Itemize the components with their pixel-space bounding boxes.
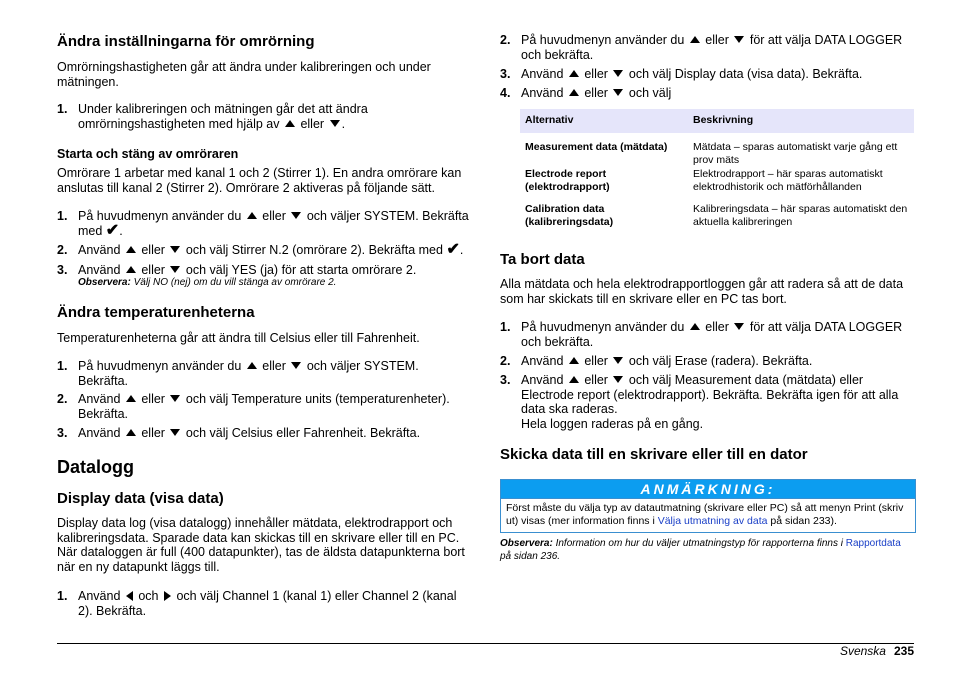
arrow-down-icon — [330, 120, 340, 127]
temp-step-1: 1. På huvudmenyn använder du eller och väljer SYSTEM. Bekräfta. — [57, 359, 419, 388]
arrow-up-icon — [285, 120, 295, 127]
para-display-data: Display data log (visa datalogg) innehåller mätdata, elektrodrapport och kalibreringsdata. Sparade data kan skickas till en skrivare eller till en PC. När dataloggen är full (400 datapunkter), tas de äldsta datapunkterna bort när en ny datapunkt läggs till. — [57, 516, 465, 574]
arrow-up-icon — [126, 266, 136, 273]
arrow-left-icon — [126, 591, 133, 601]
options-table — [520, 109, 914, 228]
arrow-right-icon — [164, 591, 171, 601]
delete-step-2: 2. Använd eller och välj Erase (radera). Bekräfta. — [500, 354, 813, 368]
arrow-down-icon — [734, 36, 744, 43]
display-step-2: 2. På huvudmenyn använder du eller för att välja DATA LOGGER och bekräfta. — [500, 33, 903, 62]
table-header-row — [520, 109, 914, 133]
para-delete-data: Alla mätdata och hela elektrodrapportloggen går att radera så att de data som har skickats till en skrivare eller en PC tas bort. — [500, 277, 904, 306]
heading-stirring: Ändra inställningarna för omrörning — [57, 33, 315, 50]
page-number: 235 — [893, 644, 914, 658]
step-number: 1. — [57, 102, 68, 116]
link-report-data[interactable]: Rapportdata — [845, 538, 901, 549]
note-body: Först måste du välja typ av datautmatning (skrivare eller PC) så att menyn Print (skriv ut) visas (mer information finns i Välja utmatning av data på sidan 233). — [501, 498, 915, 532]
display-step-1: 1. Använd och och välj Channel 1 (kanal 1) eller Channel 2 (kanal 2). Bekräfta. — [57, 589, 457, 618]
footer-language: Svenska — [839, 644, 886, 658]
heading-start-stop: Starta och stäng av omröraren — [57, 147, 239, 161]
observation-note: Observera: Välj NO (nej) om du vill stänga av omrörare 2. — [78, 277, 337, 288]
note-box — [500, 479, 916, 533]
table-cell: Elektrodrapport – här sparas automatiskt elektrodhistorik och mätförhållanden — [693, 167, 883, 193]
delete-step-1: 1. På huvudmenyn använder du eller för att välja DATA LOGGER och bekräfta. — [500, 320, 903, 349]
arrow-up-icon — [126, 429, 136, 436]
table-header-cell: Beskrivning — [688, 109, 914, 133]
table-row — [520, 203, 914, 229]
para-start-stop: Omrörare 1 arbetar med kanal 1 och 2 (Stirrer 1). En andra omrörare kan anslutas till kanal 2 (Stirrer 2). Omrörare 2 aktiveras på följande sätt. — [57, 166, 462, 195]
checkmark-icon: ✔ — [446, 241, 460, 258]
arrow-down-icon — [734, 323, 744, 330]
temp-step-3: 3. Använd eller och välj Celsius eller Fahrenheit. Bekräfta. — [57, 426, 421, 440]
arrow-up-icon — [569, 376, 579, 383]
page-footer — [840, 644, 914, 658]
link-output-selection[interactable]: Välja utmatning av data — [657, 515, 768, 527]
display-step-3: 3. Använd eller och välj Display data (visa data). Bekräfta. — [500, 67, 863, 81]
arrow-up-icon — [126, 395, 136, 402]
arrow-down-icon — [613, 357, 623, 364]
delete-step-3: 3. Använd eller och välj Measurement data (mätdata) eller Electrode report (elektrodrapport). Bekräfta. Bekräfta igen för att alla data ska raderas. Hela loggen raderas på en gång. — [500, 373, 899, 431]
arrow-up-icon — [690, 323, 700, 330]
ss-step-2: 2. Använd eller och välj Stirrer N.2 (omrörare 2). Bekräfta med ✔. — [57, 241, 464, 258]
table-cell: Electrode report (elektrodrapport) — [525, 167, 610, 193]
table-cell: Measurement data (mätdata) — [525, 140, 668, 153]
arrow-down-icon — [291, 212, 301, 219]
table-row — [520, 168, 914, 203]
arrow-down-icon — [613, 376, 623, 383]
table-header-cell: Alternativ — [520, 109, 688, 133]
table-cell: Kalibreringsdata – här sparas automatiskt den aktuella kalibreringen — [693, 202, 908, 228]
heading-delete-data: Ta bort data — [500, 251, 585, 268]
arrow-down-icon — [170, 429, 180, 436]
temp-step-2: 2. Använd eller och välj Temperature units (temperaturenheter). Bekräfta. — [57, 392, 450, 421]
table-cell: Mätdata – sparas automatiskt varje gång ett prov mäts — [693, 140, 898, 166]
heading-temperature: Ändra temperaturenheterna — [57, 304, 255, 321]
arrow-down-icon — [613, 89, 623, 96]
arrow-up-icon — [690, 36, 700, 43]
display-step-4: 4. Använd eller och välj — [500, 86, 672, 100]
note-title: ANMÄRKNING: — [501, 480, 915, 498]
heading-datalog: Datalogg — [57, 457, 135, 477]
table-row — [520, 133, 914, 168]
stir-step-1: 1. Under kalibreringen och mätningen går det att ändra omrörningshastigheten med hjälp av eller . — [57, 102, 368, 131]
arrow-up-icon — [247, 362, 257, 369]
footer-rule — [57, 643, 914, 644]
table-cell: Calibration data (kalibreringsdata) — [525, 202, 614, 228]
heading-display-data: Display data (visa data) — [57, 490, 224, 507]
arrow-down-icon — [170, 395, 180, 402]
ss-step-3: 3. Använd eller och välj YES (ja) för att starta omrörare 2. — [57, 263, 417, 277]
arrow-up-icon — [126, 246, 136, 253]
arrow-down-icon — [613, 70, 623, 77]
observation-note-report: Observera: Information om hur du väljer utmatningstyp för rapporterna finns i Rapportdata på sidan 236. — [500, 538, 901, 562]
arrow-down-icon — [170, 246, 180, 253]
heading-send-data: Skicka data till en skrivare eller till en dator — [500, 446, 808, 463]
para-stirring: Omrörningshastigheten går att ändra under kalibreringen och under mätningen. — [57, 60, 431, 89]
ss-step-1: 1. På huvudmenyn använder du eller och väljer SYSTEM. Bekräfta med ✔. — [57, 209, 469, 239]
arrow-up-icon — [569, 89, 579, 96]
checkmark-icon: ✔ — [105, 221, 120, 239]
arrow-up-icon — [569, 357, 579, 364]
arrow-down-icon — [291, 362, 301, 369]
arrow-down-icon — [170, 266, 180, 273]
arrow-up-icon — [247, 212, 257, 219]
para-temperature: Temperaturenheterna går att ändra till Celsius eller till Fahrenheit. — [57, 331, 420, 345]
arrow-up-icon — [569, 70, 579, 77]
